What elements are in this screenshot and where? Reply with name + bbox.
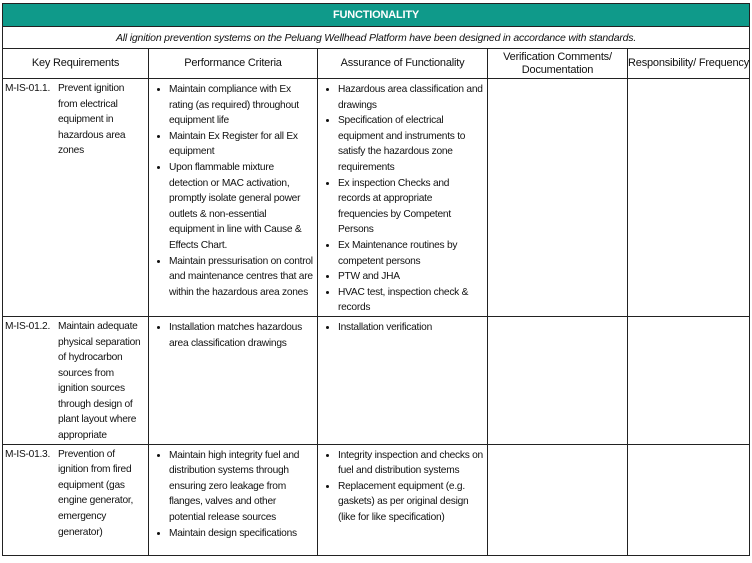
table-row xyxy=(3,316,750,444)
responsibility-cell xyxy=(628,79,750,317)
assurance-item: • Ex Maintenance routines by competent persons xyxy=(338,238,483,269)
criteria-item: • Maintain pressurisation on control and maintenance centres that are within the hazardous area zones xyxy=(169,254,313,301)
requirement-id: M-IS-01.3. xyxy=(5,448,51,460)
requirement-text: Prevention of ignition from fired equipment (gas engine generator, emergency generator) xyxy=(58,448,134,538)
criteria-item: • Maintain high integrity fuel and distribution systems through ensuring zero leakage from flanges, valves and other potential release sources xyxy=(169,448,313,526)
functionality-table xyxy=(2,3,750,556)
key-requirement-cell xyxy=(3,316,149,444)
performance-criteria-cell xyxy=(149,444,318,555)
requirement-id: M-IS-01.1. xyxy=(5,83,51,94)
assurance-item: • HVAC test, inspection check & records xyxy=(338,285,483,316)
performance-criteria-cell xyxy=(149,79,318,317)
assurance-cell xyxy=(318,79,488,317)
header-responsibility: Responsibility/ Frequency xyxy=(628,49,750,79)
requirement-text: Maintain adequate physical separation of hydrocarbon sources from ignition sources through design of plant layout where appropriate xyxy=(58,320,141,442)
verification-cell xyxy=(488,79,628,317)
verification-cell xyxy=(488,444,628,555)
banner: FUNCTIONALITY xyxy=(3,4,750,27)
header-performance-criteria: Performance Criteria xyxy=(149,49,318,79)
assurance-item: • PTW and JHA xyxy=(338,269,483,285)
functionality-table-frame xyxy=(2,3,749,556)
table-row xyxy=(3,79,750,317)
criteria-item: • Maintain compliance with Ex rating (as required) throughout equipment life xyxy=(169,82,313,129)
header-verification: Verification Comments/ Documentation xyxy=(488,49,628,79)
requirement-text: Prevent ignition from electrical equipment in hazardous area zones xyxy=(58,83,126,157)
performance-criteria-cell xyxy=(149,316,318,444)
verification-cell xyxy=(488,316,628,444)
assurance-item: • Installation verification xyxy=(338,320,483,336)
criteria-item: • Maintain design specifications xyxy=(169,526,313,542)
header-assurance: Assurance of Functionality xyxy=(318,49,488,79)
key-requirement-cell xyxy=(3,79,149,317)
assurance-item: • Hazardous area classification and drawings xyxy=(338,82,483,113)
header-key-requirements: Key Requirements xyxy=(3,49,149,79)
responsibility-cell xyxy=(628,444,750,555)
assurance-item: • Replacement equipment (e.g. gaskets) as per original design (like for like specification) xyxy=(338,479,483,526)
assurance-item: • Integrity inspection and checks on fuel and distribution systems xyxy=(338,448,483,479)
assurance-item: • Specification of electrical equipment and instruments to satisfy the hazardous zone requirements xyxy=(338,113,483,175)
key-requirement-cell xyxy=(3,444,149,555)
assurance-cell xyxy=(318,316,488,444)
criteria-item: • Upon flammable mixture detection or MAC activation, promptly isolate general power outlets & non-essential equipment in line with Cause & Effects Chart. xyxy=(169,160,313,254)
criteria-item: • Maintain Ex Register for all Ex equipment xyxy=(169,129,313,160)
requirement-id: M-IS-01.2. xyxy=(5,320,51,332)
assurance-cell xyxy=(318,444,488,555)
criteria-item: • Installation matches hazardous area classification drawings xyxy=(169,320,313,351)
assurance-item: • Ex inspection Checks and records at appropriate frequencies by Competent Persons xyxy=(338,176,483,238)
responsibility-cell xyxy=(628,316,750,444)
intro-statement: All ignition prevention systems on the Peluang Wellhead Platform have been designed in accordance with standards. xyxy=(3,27,750,49)
table-row xyxy=(3,444,750,555)
